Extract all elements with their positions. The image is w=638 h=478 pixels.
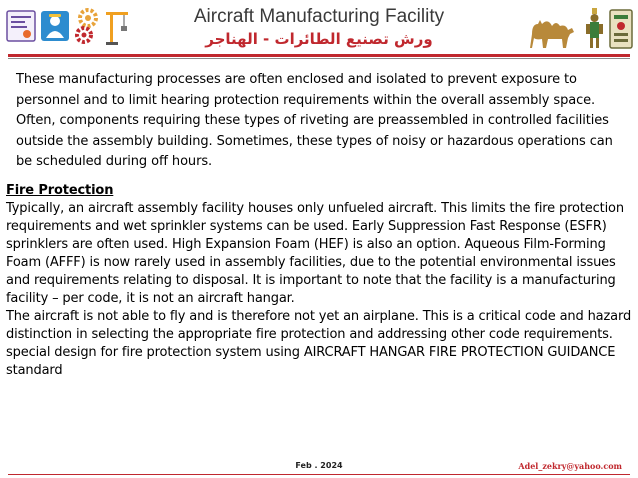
page-subtitle-arabic: ورش تصنيع الطائرات - الهناجر — [205, 30, 433, 48]
camel-icon — [528, 14, 578, 50]
header-divider-red — [8, 54, 630, 57]
slide-header — [0, 0, 638, 62]
section-paragraph-3: special design for fire protection system using AIRCRAFT HANGAR FIRE PROTECTION GUIDANCE standard — [6, 345, 616, 378]
footer-email: Adel_zekry@yahoo.com — [518, 461, 622, 471]
header-divider-gray — [8, 58, 630, 59]
footer-date: Feb . 2024 — [295, 461, 343, 470]
section-paragraph-2: The aircraft is not able to fly and is therefore not yet an airplane. This is a critical code and hazard distinction in selecting the appropriate fire protection and addressing other code requirements. — [6, 309, 632, 342]
fire-protection-section — [6, 182, 632, 380]
footer-divider — [8, 474, 630, 475]
egyptian-emblem-icon — [608, 8, 634, 50]
intro-paragraph: These manufacturing processes are often enclosed and isolated to prevent exposure to personnel and to limit hearing protection requirements within the overall assembly space. Often, components requiring these types of riveting are preassembled in controlled facilities outside the assembly building. Sometimes, these types of noisy or hazardous operations can be scheduled during off hours. — [16, 72, 613, 169]
section-title: Fire Protection — [6, 183, 114, 198]
section-paragraph-1: Typically, an aircraft assembly facility houses only unfueled aircraft. This limits the fire protection requirements and wet sprinkler systems can be used. Early Suppression Fast Response (ESFR) sprinklers are often used. High Expansion Foam (HEF) is also an option. Aqueous Film-Forming Foam (AFFF) is now rarely used in assembly facilities, due to the potential environmental issues and requirements relating to disposal. It is important to note that the facility is a manufacturing facility – per code, it is not an aircraft hangar. — [6, 201, 624, 306]
header-logos-right — [528, 6, 636, 50]
page-title: Aircraft Manufacturing Facility — [193, 6, 445, 27]
pharaoh-icon — [582, 6, 606, 50]
